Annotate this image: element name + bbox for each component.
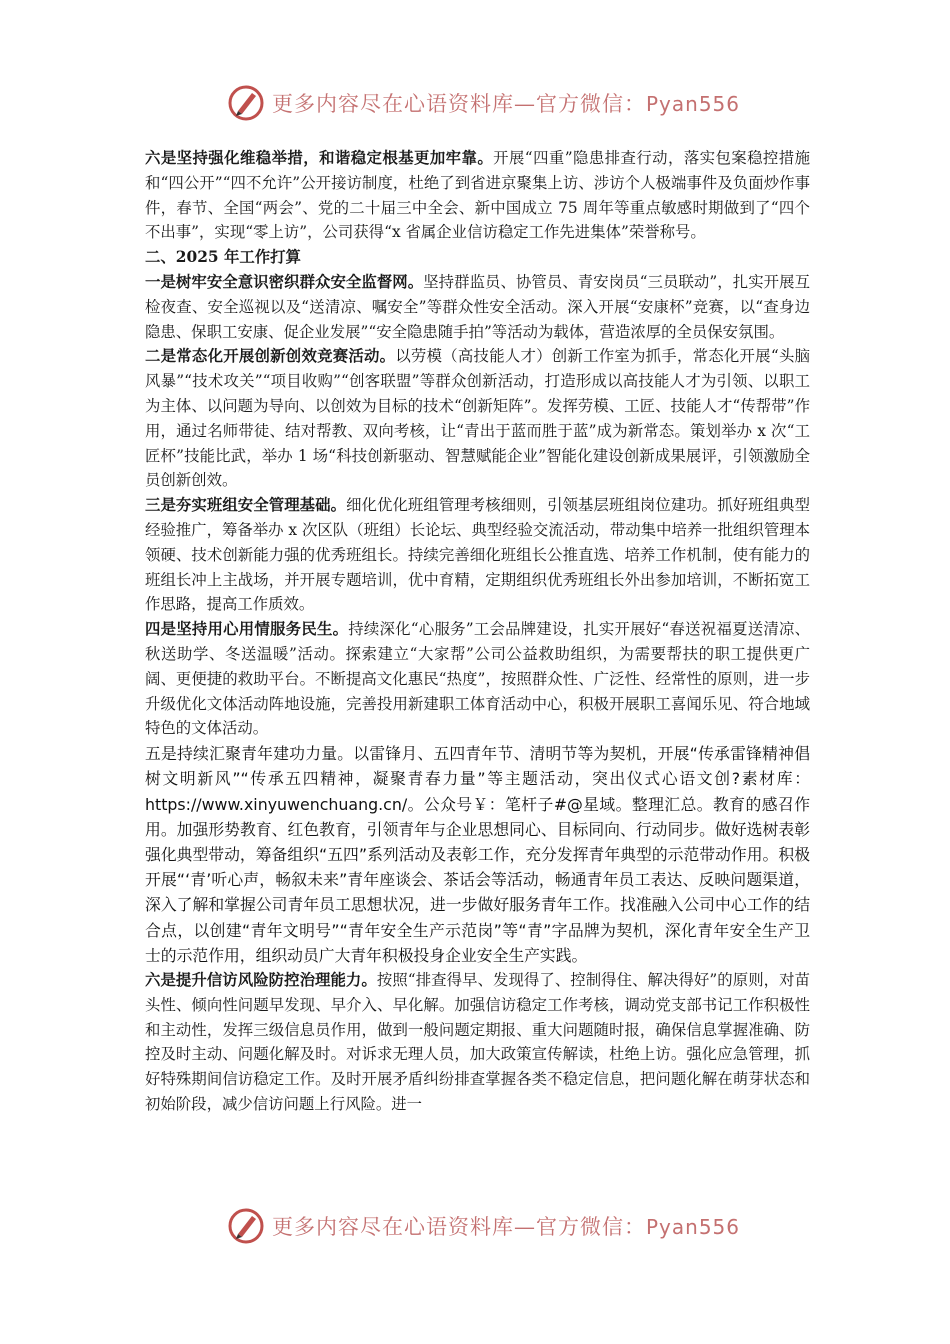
banner-wechat-id: Pyan556: [646, 1215, 741, 1239]
footer-banner: [226, 1205, 741, 1247]
pen-logo-icon: [226, 1206, 266, 1246]
paragraph-text: 细化优化班组管理考核细则，引领基层班组岗位建功。抓好班组典型经验推广，筹备举办 x 次区队（班组）长论坛、典型经验交流活动，带动集中培养一批组织管理本领硬、技术创新能力强的优秀班组长。持续完善细化班组长公推直选、培养工作机制，使有能力的班组长冲上主战场，并开展专题培训，优中育精，定期组织优秀班组长外出参加培训，不断拓宽工作思路，提高工作质效。: [145, 496, 810, 614]
paragraph-lead: 三是夯实班组安全管理基础。: [145, 496, 347, 515]
document-body: [145, 146, 810, 1117]
paragraph-text: 坚持群监员、协管员、青安岗员“三员联动”，扎实开展互检夜查、安全巡视以及“送清凉、嘱安全”等群众性安全活动。深入开展“安康杯”竞赛，以“查身边隐患、保职工安康、促企业发展”“安全隐患随手拍”等活动为载体，营造浓厚的全员保安氛围。: [145, 272, 810, 341]
paragraph-lead: 六是提升信访风险防控治理能力。: [145, 970, 377, 989]
pen-logo-icon: [226, 83, 266, 123]
paragraph-text: 以劳模（高技能人才）创新工作室为抓手，常态化开展“头脑风暴”“技术攻关”“项目收购”“创客联盟”等群众创新活动，打造形成以高技能人才为引领、以职工为主体、以问题为导向、以创效为目标的技术“创新矩阵”。发挥劳模、工匠、技能人才“传帮带”作用，通过名师带徒、结对帮教、双向考核，让“青出于蓝而胜于蓝”成为新常态。策划举办 x 次“工匠杯”技能比武，举办 1 场“科技创新驱动、智慧赋能企业”智能化建设创新成果展评，引领激励全员创新创效。: [145, 347, 810, 490]
paragraph-prev-item-6: [145, 146, 810, 245]
banner-text: 更多内容尽在心语资料库—官方微信：Pyan556: [272, 1215, 741, 1239]
section-heading: 二、2025 年工作打算: [145, 248, 301, 267]
paragraph-item-6: [145, 968, 810, 1117]
paragraph-item-1: [145, 270, 810, 344]
paragraph-item-2: [145, 344, 810, 493]
header-banner: [226, 82, 741, 124]
banner-wechat-id: Pyan556: [646, 92, 741, 116]
paragraph-text: 持续深化“心服务”工会品牌建设，扎实开展好“春送祝福夏送清凉、秋送助学、冬送温暖”活动。探索建立“大家帮”公司公益救助组织，为需要帮扶的职工提供更广阔、更便捷的救助平台。不断提高文化惠民“热度”，按照群众性、广泛性、经常性的原则，进一步升级优化文体活动阵地设施，完善投用新建职工体育活动中心，积极开展职工喜闻乐见、符合地域特色的文体活动。: [145, 620, 810, 738]
paragraph-lead: 四是坚持用心用情服务民生。: [145, 620, 349, 639]
paragraph-item-4: [145, 617, 810, 741]
paragraph-text: 按照“排查得早、发现得了、控制得住、解决得好”的原则，对苗头性、倾向性问题早发现、早介入、早化解。加强信访稳定工作考核，调动党支部书记工作积极性和主动性，发挥三级信息员作用，做到一般问题定期报、重大问题随时报，确保信息掌握准确、防控及时主动、问题化解及时。对诉求无理人员，加大政策宣传解读，杜绝上访。强化应急管理，抓好特殊期间信访稳定工作。及时开展矛盾纠纷排查掌握各类不稳定信息，把问题化解在萌芽状态和初始阶段，减少信访问题上行风险。进一: [145, 970, 810, 1113]
paragraph-item-5: [145, 741, 810, 968]
paragraph-lead: 一是树牢安全意识密织群众安全监督网。: [145, 272, 424, 291]
banner-text: 更多内容尽在心语资料库—官方微信：Pyan556: [272, 92, 741, 116]
paragraph-lead: 六是坚持强化维稳举措，和谐稳定根基更加牢靠。: [145, 149, 494, 167]
paragraph-text: 开展“四重”隐患排查行动，落实包案稳控措施和“四公开”“四不允许”公开接访制度，杜绝了到省进京聚集上访、涉访个人极端事件及负面炒作事件，春节、全国“两会”、党的二十届三中全会、新中国成立 75 周年等重点敏感时期做到了“四个不出事”，实现“零上访”，公司获得“x 省属企业信访稳定工作先进集体”荣誉称号。: [145, 149, 810, 242]
paragraph-lead: 二是常态化开展创新创效竞赛活动。: [145, 347, 396, 366]
paragraph-text: 五是持续汇聚青年建功力量。以雷锋月、五四青年节、清明节等为契机，开展“传承雷锋精神倡树文明新风”“传承五四精神，凝聚青春力量”等主题活动，突出仪式心语文创?素材库：https://www.xinyuwenchuang.cn/。公众号￥：笔杆子#@星域。整理汇总。教育的感召作用。加强形势教育、红色教育，引领青年与企业思想同心、目标同向、行动同步。做好选树表彰强化典型带动，筹备组织“五四”系列活动及表彰工作，充分发挥青年典型的示范带动作用。积极开展“‘青’听心声，畅叙未来”青年座谈会、茶话会等活动，畅通青年员工表达、反映问题渠道，深入了解和掌握公司青年员工思想状况，进一步做好服务青年工作。找准融入公司中心工作的结合点，以创建“青年文明号”“青年安全生产示范岗”等“青”字品牌为契机，深化青年安全生产卫士的示范作用，组织动员广大青年积极投身企业安全生产实践。: [145, 744, 810, 965]
paragraph-item-3: [145, 493, 810, 617]
